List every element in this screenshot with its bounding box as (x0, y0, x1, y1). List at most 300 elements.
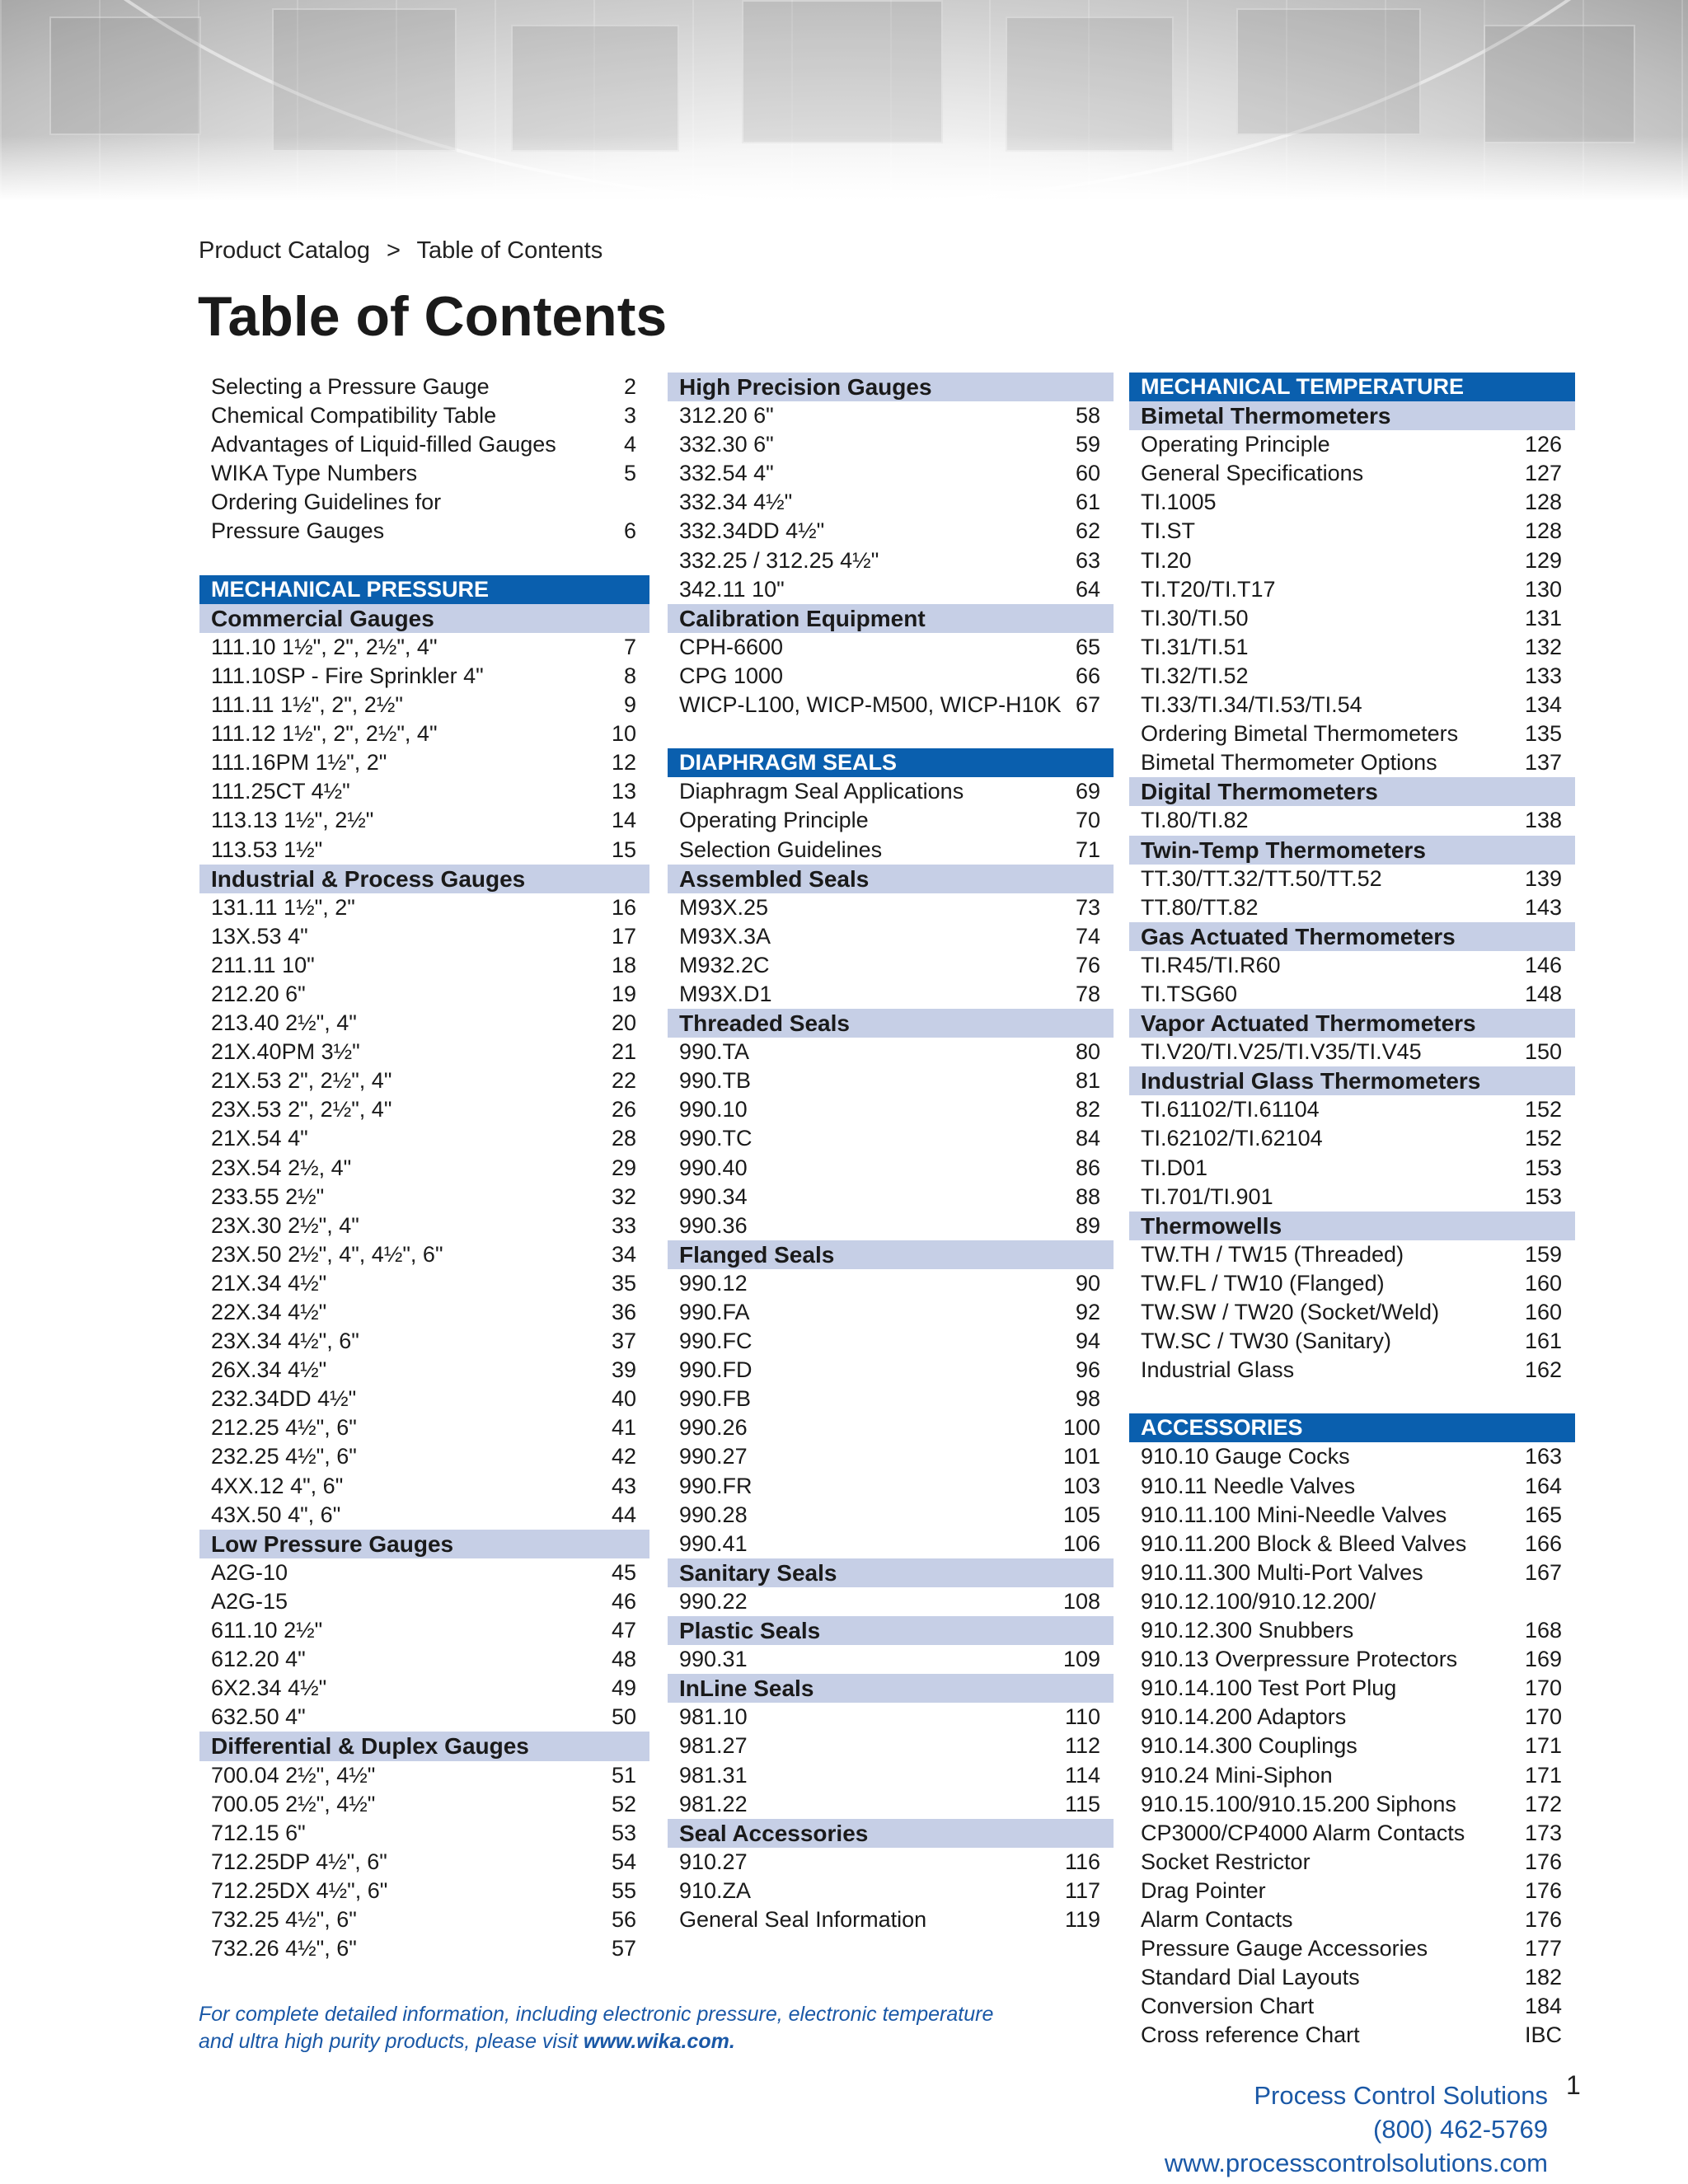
toc-entry[interactable] (199, 806, 649, 835)
toc-entry[interactable] (668, 430, 1114, 459)
banner-photo-tile (1236, 8, 1421, 135)
toc-entry[interactable] (199, 1038, 649, 1066)
toc-entry-label: 910.11.100 Mini-Needle Valves (1141, 1502, 1447, 1527)
toc-entry-label: TW.SW / TW20 (Socket/Weld) (1141, 1300, 1440, 1324)
toc-entry-page: 134 (1524, 692, 1562, 718)
toc-entry-page: 184 (1524, 1994, 1562, 2019)
toc-entry-page: 84 (1075, 1126, 1100, 1151)
toc-entry[interactable] (1129, 1327, 1575, 1356)
toc-entry[interactable] (1129, 980, 1575, 1009)
toc-entry[interactable] (1129, 1790, 1575, 1819)
toc-entry-page: 171 (1524, 1762, 1562, 1788)
toc-entry-page: 66 (1075, 663, 1100, 688)
toc-entry-label: TT.30/TT.32/TT.50/TT.52 (1141, 865, 1382, 891)
toc-entry-label: 332.25 / 312.25 4½" (679, 547, 879, 573)
footnote-line-1: For complete detailed information, including electronic pressure, electronic temperature (199, 2003, 994, 2026)
toc-entry-label: 4XX.12 4", 6" (211, 1473, 344, 1498)
toc-entry-page: 162 (1524, 1357, 1562, 1383)
toc-entry-label: WICP-L100, WICP-M500, WICP-H10K (679, 692, 1062, 718)
toc-entry[interactable] (199, 430, 649, 459)
toc-entry-page: 46 (611, 1588, 636, 1614)
subsection-heading: Flanged Seals (668, 1240, 1114, 1269)
toc-entry-label: 990.31 (679, 1647, 748, 1672)
toc-entry-page: 164 (1524, 1473, 1562, 1498)
toc-entry-page: IBC (1524, 2022, 1562, 2048)
toc-entry[interactable] (199, 1240, 649, 1269)
toc-entry[interactable] (668, 691, 1114, 719)
toc-entry-label: 712.25DX 4½", 6" (211, 1877, 388, 1903)
toc-entry-label: 700.04 2½", 4½" (211, 1762, 376, 1788)
toc-entry-page: 160 (1524, 1300, 1562, 1324)
toc-entry[interactable] (1129, 1501, 1575, 1530)
toc-entry[interactable] (668, 1645, 1114, 1674)
toc-entry[interactable] (668, 1298, 1114, 1327)
toc-entry[interactable] (1129, 1905, 1575, 1934)
banner-photo-tile (742, 0, 943, 143)
toc-entry[interactable] (199, 951, 649, 980)
toc-entry-page: 100 (1062, 1415, 1100, 1441)
toc-entry[interactable] (199, 1501, 649, 1530)
toc-entry-page: 109 (1062, 1647, 1100, 1672)
toc-entry[interactable] (1129, 1558, 1575, 1587)
toc-entry[interactable] (199, 1558, 649, 1587)
subsection-heading: Commercial Gauges (199, 604, 649, 633)
toc-entry-page: 159 (1524, 1241, 1562, 1267)
toc-entry-page: 152 (1524, 1097, 1562, 1122)
toc-entry-page: 78 (1075, 981, 1100, 1006)
toc-entry[interactable] (1129, 1269, 1575, 1298)
toc-entry-page: 59 (1075, 432, 1100, 457)
toc-entry-page: 64 (1075, 576, 1100, 602)
toc-entry[interactable] (199, 1616, 649, 1645)
toc-entry-page: 57 (611, 1936, 636, 1961)
toc-entry-page: 8 (623, 663, 636, 688)
toc-entry[interactable] (199, 719, 649, 748)
toc-entry-page: 176 (1524, 1906, 1562, 1932)
toc-entry[interactable] (199, 980, 649, 1009)
toc-entry[interactable] (199, 1703, 649, 1732)
toc-entry[interactable] (1129, 719, 1575, 748)
toc-column-2 (668, 373, 1114, 1934)
toc-entry-page: 139 (1524, 865, 1562, 891)
toc-entry[interactable] (1129, 546, 1575, 575)
toc-entry[interactable] (668, 1154, 1114, 1183)
toc-entry-page: 50 (611, 1704, 636, 1730)
toc-entry[interactable] (1129, 1848, 1575, 1877)
toc-entry-page: 165 (1524, 1502, 1562, 1527)
toc-entry-page: 65 (1075, 634, 1100, 659)
toc-entry-label: M93X.25 (679, 894, 769, 920)
toc-entry[interactable] (1129, 1992, 1575, 2021)
toc-entry[interactable] (199, 662, 649, 691)
banner-photo-tile (1484, 25, 1635, 143)
toc-entry[interactable] (668, 806, 1114, 835)
toc-entry[interactable] (199, 922, 649, 951)
toc-entry[interactable] (199, 1298, 649, 1327)
toc-entry[interactable] (199, 1587, 649, 1616)
toc-entry-label: 990.28 (679, 1502, 748, 1527)
toc-entry[interactable] (1129, 1674, 1575, 1703)
toc-entry[interactable] (199, 1356, 649, 1385)
toc-entry-page: 39 (611, 1357, 636, 1383)
toc-entry[interactable] (199, 1095, 649, 1124)
toc-entry[interactable] (668, 1038, 1114, 1066)
toc-entry[interactable] (1129, 1934, 1575, 1963)
toc-entry[interactable] (668, 1703, 1114, 1732)
toc-entry-label: 332.30 6" (679, 432, 774, 457)
toc-entry-page: 28 (611, 1126, 636, 1151)
toc-entry[interactable] (668, 980, 1114, 1009)
toc-entry[interactable] (668, 1124, 1114, 1153)
toc-entry[interactable] (668, 459, 1114, 488)
toc-entry-label: General Seal Information (679, 1906, 927, 1932)
toc-entry-page: 135 (1524, 721, 1562, 747)
toc-entry-label: TI.62102/TI.62104 (1141, 1126, 1323, 1151)
toc-entry[interactable] (1129, 1442, 1575, 1471)
toc-entry[interactable] (1129, 1038, 1575, 1066)
toc-entry-page: 153 (1524, 1155, 1562, 1180)
page-title: Table of Contents (198, 285, 668, 348)
toc-entry[interactable] (668, 1530, 1114, 1558)
toc-entry-label: TI.20 (1141, 547, 1192, 573)
toc-entry-label: 233.55 2½" (211, 1183, 325, 1209)
toc-entry[interactable] (199, 1212, 649, 1240)
toc-entry-label: TI.V20/TI.V25/TI.V35/TI.V45 (1141, 1039, 1422, 1065)
toc-entry-label: 111.16PM 1½", 2" (211, 750, 387, 776)
toc-entry-label: 732.26 4½", 6" (211, 1936, 357, 1961)
toc-entry[interactable] (199, 893, 649, 922)
toc-entry-page: 116 (1064, 1849, 1100, 1874)
toc-entry-label: 990.10 (679, 1097, 748, 1122)
toc-entry-page: 101 (1062, 1444, 1100, 1469)
toc-entry[interactable] (668, 922, 1114, 951)
toc-entry[interactable] (668, 1066, 1114, 1095)
toc-entry-page: 152 (1524, 1126, 1562, 1151)
toc-entry-label: 211.11 10" (211, 952, 315, 977)
toc-entry[interactable] (1129, 691, 1575, 719)
toc-entry-label: 910.15.100/910.15.200 Siphons (1141, 1791, 1456, 1816)
toc-entry[interactable] (1129, 488, 1575, 517)
toc-entry-label: 990.FD (679, 1357, 753, 1383)
toc-entry[interactable] (1129, 1183, 1575, 1212)
toc-entry[interactable] (1129, 1963, 1575, 1992)
toc-entry[interactable] (199, 401, 649, 430)
toc-entry-page: 177 (1524, 1936, 1562, 1961)
toc-entry[interactable] (1129, 575, 1575, 604)
banner-photo-tile (49, 16, 201, 135)
toc-entry[interactable] (199, 1645, 649, 1674)
toc-entry[interactable] (199, 1385, 649, 1413)
toc-entry-label: 910.10 Gauge Cocks (1141, 1444, 1350, 1469)
breadcrumb-root[interactable]: Product Catalog (199, 237, 370, 264)
toc-entry[interactable] (199, 459, 649, 488)
toc-entry[interactable] (1129, 1761, 1575, 1790)
toc-entry[interactable] (1129, 1356, 1575, 1385)
toc-entry[interactable] (668, 777, 1114, 806)
subsection-heading: Gas Actuated Thermometers (1129, 922, 1575, 951)
toc-entry[interactable] (1129, 1645, 1575, 1674)
toc-entry[interactable] (1129, 893, 1575, 922)
subsection-heading: Threaded Seals (668, 1009, 1114, 1038)
toc-entry-label: 990.FA (679, 1300, 750, 1324)
toc-entry-label: 23X.54 2½, 4" (211, 1155, 352, 1180)
toc-entry[interactable] (668, 1413, 1114, 1442)
toc-entry[interactable] (668, 546, 1114, 575)
toc-entry-label: Chemical Compatibility Table (211, 403, 497, 429)
toc-entry-page: 133 (1524, 663, 1562, 688)
breadcrumb-separator: > (387, 237, 401, 264)
toc-entry-page: 62 (1075, 518, 1100, 544)
toc-entry-page: 70 (1075, 808, 1100, 833)
toc-entry-label: TW.SC / TW30 (Sanitary) (1141, 1329, 1392, 1354)
toc-entry[interactable] (199, 1674, 649, 1703)
toc-entry-label: 910.ZA (679, 1877, 752, 1903)
toc-entry[interactable] (199, 748, 649, 777)
toc-entry-page: 20 (611, 1010, 636, 1036)
toc-entry[interactable] (1129, 806, 1575, 835)
toc-entry[interactable] (1129, 748, 1575, 777)
toc-entry[interactable] (668, 575, 1114, 604)
toc-entry[interactable] (1129, 633, 1575, 662)
toc-entry-page: 13 (611, 779, 636, 804)
toc-entry-page: 21 (611, 1039, 636, 1065)
toc-entry-page: 148 (1524, 981, 1562, 1006)
toc-entry[interactable] (199, 1934, 649, 1963)
section-heading: MECHANICAL TEMPERATURE (1129, 373, 1575, 401)
toc-entry[interactable] (1129, 1298, 1575, 1327)
toc-entry[interactable] (199, 691, 649, 719)
toc-entry-page: 138 (1524, 808, 1562, 833)
toc-entry[interactable] (668, 662, 1114, 691)
toc-entry-page: 47 (611, 1618, 636, 1643)
toc-entry[interactable] (1129, 662, 1575, 691)
toc-entry-page: 130 (1524, 576, 1562, 602)
company-website-link[interactable]: www.processcontrolsolutions.com (1164, 2149, 1548, 2177)
banner-photo-tile (1006, 16, 1174, 152)
toc-entry[interactable] (1129, 517, 1575, 546)
toc-entry[interactable] (668, 1356, 1114, 1385)
toc-entry-label: Operating Principle (1141, 432, 1330, 457)
toc-entry[interactable] (1129, 1154, 1575, 1183)
toc-entry-label: TI.33/TI.34/TI.53/TI.54 (1141, 692, 1362, 718)
toc-entry[interactable] (1129, 1124, 1575, 1153)
toc-entry[interactable] (199, 1905, 649, 1934)
wika-website-link[interactable]: www.wika.com. (583, 2030, 735, 2053)
toc-entry[interactable] (668, 517, 1114, 546)
toc-entry-page: 169 (1524, 1647, 1562, 1672)
subsection-heading: Calibration Equipment (668, 604, 1114, 633)
toc-entry-label: 990.FR (679, 1473, 753, 1498)
toc-entry[interactable] (668, 1327, 1114, 1356)
toc-entry-label: 611.10 2½" (211, 1618, 323, 1643)
toc-entry-label: TI.ST (1141, 518, 1195, 544)
toc-entry-label: 700.05 2½", 4½" (211, 1791, 376, 1816)
toc-entry[interactable] (199, 1761, 649, 1790)
toc-entry-label: 910.14.200 Adaptors (1141, 1704, 1347, 1730)
toc-entry[interactable] (668, 1761, 1114, 1790)
toc-entry-label: CPH-6600 (679, 634, 784, 659)
subsection-heading: Digital Thermometers (1129, 777, 1575, 806)
toc-entry[interactable] (668, 1472, 1114, 1501)
toc-entry-page: 40 (611, 1386, 636, 1412)
toc-entry-page: 29 (611, 1155, 636, 1180)
toc-entry[interactable] (668, 1848, 1114, 1877)
toc-entry[interactable] (1129, 459, 1575, 488)
toc-entry[interactable] (668, 1587, 1114, 1616)
toc-entry-label: 21X.53 2", 2½", 4" (211, 1068, 392, 1094)
toc-entry[interactable] (668, 488, 1114, 517)
toc-entry[interactable] (668, 893, 1114, 922)
toc-entry[interactable] (668, 1269, 1114, 1298)
subsection-heading: Bimetal Thermometers (1129, 401, 1575, 430)
toc-entry-page: 173 (1524, 1820, 1562, 1845)
toc-entry-label: 23X.34 4½", 6" (211, 1329, 359, 1354)
toc-entry-label: Ordering Guidelines for (211, 490, 442, 515)
toc-entry-label: Operating Principle (679, 808, 869, 833)
toc-entry-page: 137 (1524, 750, 1562, 776)
toc-entry[interactable] (668, 1905, 1114, 1934)
toc-entry[interactable] (1129, 1732, 1575, 1760)
toc-entry-label: 332.54 4" (679, 461, 774, 486)
toc-entry-label: 990.22 (679, 1588, 748, 1614)
toc-entry-label: 712.15 6" (211, 1820, 306, 1845)
toc-entry[interactable] (668, 1501, 1114, 1530)
toc-entry[interactable] (199, 1472, 649, 1501)
toc-entry[interactable] (668, 633, 1114, 662)
toc-entry-label: 232.34DD 4½" (211, 1386, 357, 1412)
toc-entry[interactable] (199, 633, 649, 662)
toc-entry[interactable] (668, 1442, 1114, 1471)
subsection-heading: Industrial & Process Gauges (199, 865, 649, 893)
toc-entry-label: 111.10SP - Fire Sprinkler 4" (211, 663, 484, 688)
toc-entry[interactable] (1129, 1616, 1575, 1645)
toc-entry-label: 13X.53 4" (211, 923, 308, 949)
toc-entry[interactable] (1129, 951, 1575, 980)
toc-entry[interactable] (668, 1095, 1114, 1124)
toc-entry[interactable] (199, 1413, 649, 1442)
toc-entry-label: M93X.D1 (679, 981, 772, 1006)
toc-entry-label: 131.11 1½", 2" (211, 894, 355, 920)
toc-entry[interactable] (199, 373, 649, 401)
toc-entry-page: 3 (623, 403, 636, 429)
toc-entry[interactable] (668, 1877, 1114, 1905)
toc-entry[interactable] (199, 1066, 649, 1095)
toc-entry[interactable] (199, 836, 649, 865)
toc-entry[interactable] (199, 1327, 649, 1356)
toc-entry-page: 129 (1524, 547, 1562, 573)
toc-entry[interactable] (668, 951, 1114, 980)
toc-entry[interactable] (668, 1212, 1114, 1240)
toc-entry-label: 732.25 4½", 6" (211, 1906, 357, 1932)
toc-entry[interactable] (1129, 1587, 1575, 1616)
toc-entry-page: 51 (611, 1762, 636, 1788)
toc-entry[interactable] (1129, 1703, 1575, 1732)
toc-entry-label: TI.31/TI.51 (1141, 634, 1249, 659)
toc-entry[interactable] (199, 488, 649, 517)
toc-entry-page: 69 (1075, 779, 1100, 804)
toc-entry[interactable] (668, 401, 1114, 430)
toc-entry-page: 94 (1075, 1329, 1100, 1354)
toc-entry[interactable] (199, 1269, 649, 1298)
toc-entry[interactable] (199, 1442, 649, 1471)
toc-entry-label: 990.12 (679, 1270, 748, 1296)
toc-entry[interactable] (1129, 1530, 1575, 1558)
toc-entry-page: 76 (1075, 952, 1100, 977)
section-heading: DIAPHRAGM SEALS (668, 748, 1114, 777)
toc-entry[interactable] (668, 1732, 1114, 1760)
toc-entry-label: Bimetal Thermometer Options (1141, 750, 1437, 776)
toc-entry[interactable] (668, 1385, 1114, 1413)
toc-entry-label: 990.TC (679, 1126, 753, 1151)
toc-entry-label: 111.25CT 4½" (211, 779, 350, 804)
toc-entry[interactable] (1129, 1472, 1575, 1501)
toc-entry-page: 74 (1075, 923, 1100, 949)
toc-entry[interactable] (1129, 1819, 1575, 1848)
toc-entry[interactable] (1129, 1095, 1575, 1124)
toc-entry-page: 52 (611, 1791, 636, 1816)
subsection-heading: Differential & Duplex Gauges (199, 1732, 649, 1760)
toc-entry[interactable] (1129, 604, 1575, 633)
toc-entry[interactable] (668, 1183, 1114, 1212)
toc-entry[interactable] (1129, 1240, 1575, 1269)
toc-entry-label: 910.27 (679, 1849, 748, 1874)
toc-entry-label: 910.13 Overpressure Protectors (1141, 1647, 1458, 1672)
toc-entry-page: 12 (611, 750, 636, 776)
toc-entry-page: 150 (1524, 1039, 1562, 1065)
toc-entry[interactable] (199, 1848, 649, 1877)
toc-entry-label: Conversion Chart (1141, 1994, 1315, 2019)
phone-number[interactable]: (800) 462-5769 (1373, 2115, 1548, 2144)
toc-entry-page: 166 (1524, 1530, 1562, 1556)
toc-entry[interactable] (199, 1877, 649, 1905)
toc-entry[interactable] (1129, 865, 1575, 893)
toc-entry-label: 910.14.300 Couplings (1141, 1733, 1357, 1759)
toc-entry[interactable] (199, 1154, 649, 1183)
toc-entry[interactable] (1129, 1877, 1575, 1905)
toc-entry-label: Pressure Gauges (211, 518, 385, 544)
section-heading: MECHANICAL PRESSURE (199, 575, 649, 604)
toc-entry-page: 172 (1524, 1791, 1562, 1816)
toc-entry[interactable] (1129, 430, 1575, 459)
toc-entry[interactable] (1129, 2021, 1575, 2050)
toc-entry[interactable] (199, 1790, 649, 1819)
toc-entry-page: 170 (1524, 1675, 1562, 1701)
toc-entry-label: 990.36 (679, 1212, 748, 1238)
toc-entry[interactable] (199, 1183, 649, 1212)
toc-entry-page: 33 (611, 1212, 636, 1238)
toc-entry[interactable] (199, 777, 649, 806)
toc-entry-label: TI.32/TI.52 (1141, 663, 1249, 688)
toc-entry-label: 990.FB (679, 1386, 752, 1412)
toc-entry[interactable] (199, 517, 649, 546)
toc-entry-page: 89 (1075, 1212, 1100, 1238)
toc-entry-label: 910.14.100 Test Port Plug (1141, 1675, 1397, 1701)
toc-entry-label: 990.40 (679, 1155, 748, 1180)
toc-entry-page: 112 (1064, 1733, 1100, 1759)
toc-entry-label: 910.24 Mini-Siphon (1141, 1762, 1333, 1788)
toc-entry-page: 115 (1064, 1791, 1100, 1816)
toc-entry-page: 37 (611, 1329, 636, 1354)
toc-entry-page: 45 (611, 1559, 636, 1585)
toc-entry[interactable] (199, 1124, 649, 1153)
toc-entry[interactable] (668, 1790, 1114, 1819)
toc-entry[interactable] (199, 1009, 649, 1038)
toc-entry[interactable] (668, 836, 1114, 865)
toc-entry-page: 53 (611, 1820, 636, 1845)
toc-entry-page: 67 (1075, 692, 1100, 718)
toc-entry-label: M932.2C (679, 952, 770, 977)
toc-entry[interactable] (199, 1819, 649, 1848)
